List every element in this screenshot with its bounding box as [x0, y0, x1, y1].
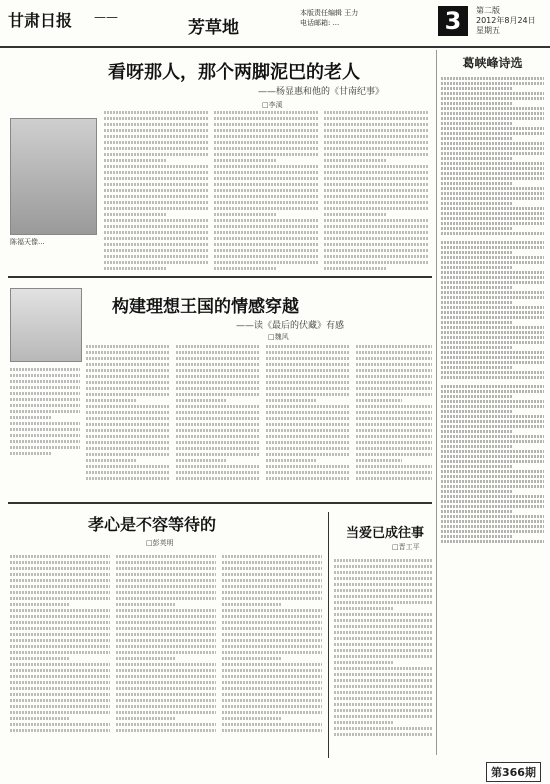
- newspaper-logo: 甘肃日报: [8, 11, 73, 30]
- article-byline: □晋工平: [392, 543, 420, 551]
- article-body-column: [176, 342, 260, 483]
- section-title: 芳草地: [188, 18, 239, 38]
- article-title: 看呀那人，那个两脚泥巴的老人: [108, 62, 360, 83]
- issue-date: [476, 6, 536, 36]
- meta-line: 本版责任编辑 王力: [300, 9, 359, 17]
- sketch-illustration: [10, 288, 82, 362]
- article-byline: □魏风: [268, 333, 289, 341]
- article-body-column: [86, 342, 170, 483]
- issue-number: 第366期: [486, 762, 541, 782]
- article-body-column: [334, 556, 432, 739]
- section-divider: [8, 276, 432, 278]
- date-line: 2012年8月24日: [476, 16, 536, 25]
- poem-block: [441, 241, 544, 379]
- meta-line: 电话邮箱: ...: [300, 19, 340, 27]
- article-title: 构建理想王国的情感穿越: [112, 297, 299, 317]
- poem-block: [441, 385, 544, 543]
- portrait-photo: [10, 118, 97, 235]
- column-divider: [328, 512, 329, 758]
- article-body-column: [222, 552, 322, 735]
- article-body-column: [356, 342, 432, 483]
- article-body-column: [266, 342, 350, 483]
- article-title: 当爱已成往事: [346, 526, 425, 541]
- page-number: 3: [438, 6, 468, 36]
- article-body-column: [10, 552, 110, 735]
- article-byline: □李溪: [262, 101, 283, 109]
- article-subtitle: ——杨显惠和他的《甘南纪事》: [258, 87, 385, 97]
- editor-meta: [300, 8, 420, 28]
- poetry-column-title: 葛峡峰诗选: [462, 56, 523, 70]
- article-byline: □彭英明: [146, 539, 174, 547]
- edition-mark: ——: [94, 10, 118, 24]
- article-body-column: [104, 108, 208, 273]
- poem-block: [441, 77, 544, 235]
- date-line: 第二版: [476, 6, 500, 15]
- photo-caption: 陈福天像...: [10, 238, 45, 246]
- article-body-column: [214, 108, 318, 273]
- section-divider: [8, 502, 432, 504]
- date-line: 星期五: [476, 26, 500, 35]
- poetry-column: [436, 50, 544, 755]
- article-title: 孝心是不容等待的: [88, 515, 217, 534]
- article-subtitle: ——读《最后的伏藏》有感: [236, 321, 345, 331]
- article-body-column: [10, 365, 80, 458]
- article-body-column: [324, 108, 428, 273]
- article-body-column: [116, 552, 216, 735]
- masthead: [0, 0, 550, 48]
